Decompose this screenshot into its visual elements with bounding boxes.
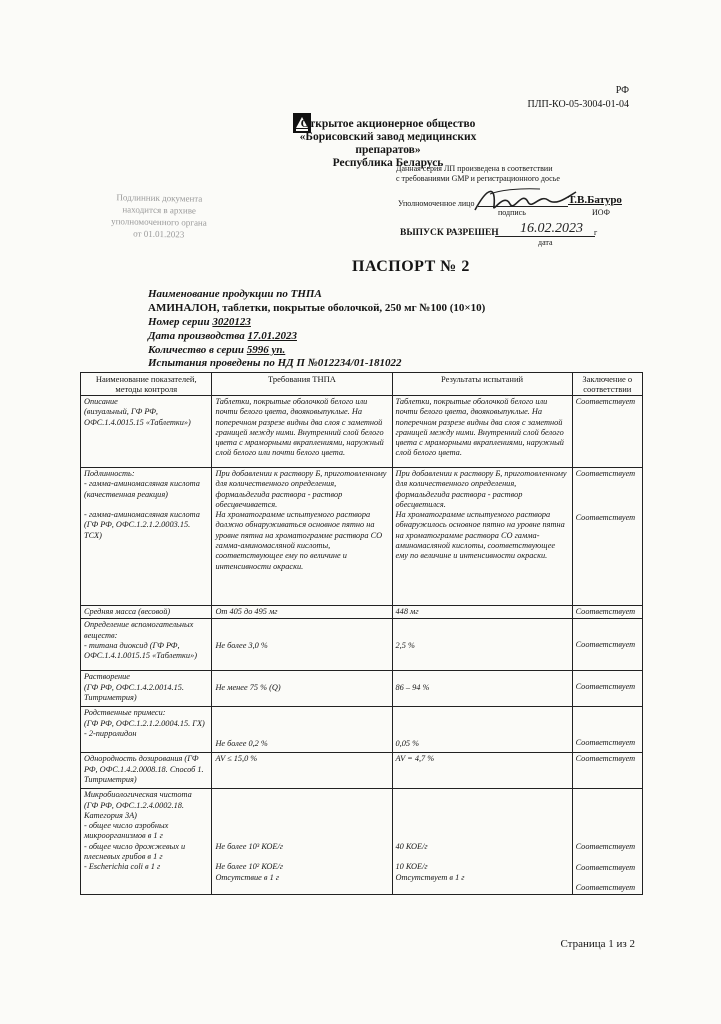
result-cell: 40 КОЕ/г 10 КОЕ/г Отсутствует в 1 г (392, 789, 572, 895)
requirement-cell: При добавлении к раствору Б, приготовленному для количественного определения, формальдегида раствора - раствор обесцвечивается. На хроматограмме испытуемого раствора должно обнаруживаться основное пятно на уровне пятна на хроматограмме раствора СО гамма-аминомасляной кислоты, соответствующее ему по величине и интенсивности окраски. (212, 468, 392, 606)
conclusion-cell (572, 707, 642, 753)
result-cell: 0,05 % (392, 707, 572, 753)
requirement-cell: AV ≤ 15,0 % (212, 753, 392, 789)
table-row (81, 707, 643, 753)
conclusion-cell (572, 789, 642, 895)
tests-row: Испытания проведены по НД П №012234/01-181022 (148, 357, 402, 369)
conclusion-value: Соответствует (575, 607, 636, 616)
org-line3: Республика Беларусь (332, 157, 444, 169)
release-date: 16.02.2023 (520, 221, 583, 236)
table-row (81, 619, 643, 671)
table-row (81, 468, 643, 606)
requirement-cell: Таблетки, покрытые оболочкой белого или почти белого цвета, двояковыпуклые. На поперечном разрезе видны два слоя с заметной границей между ними. Внутренний слой белого цвета с мраморными вкраплениями, наружный слой белого или почти белого цвета. (212, 396, 392, 468)
conclusion-value: Соответствует (575, 754, 636, 764)
table-row (81, 606, 643, 619)
org-line1: Открытое акционерное общество (300, 118, 476, 130)
org-line2: «Борисовский завод медицинских препаратов» (299, 131, 477, 156)
result-cell: При добавлении к раствору Б, приготовленному для количественного определения, формальдегида раствора - раствор обесцветился. На хроматограмме испытуемого раствора обнаружилось основное пятно на уровне пятна на хроматограмме раствора СО гамма-аминомасляной кислоты, соответствующее ему по величине и интенсивности окраски. (392, 468, 572, 606)
product-label: Наименование продукции по ТНПА (148, 288, 322, 300)
param-cell: Средняя масса (весовой) (81, 606, 212, 619)
release-label: ВЫПУСК РАЗРЕШЕН (400, 228, 499, 238)
param-cell: Родственные примеси: (ГФ РФ, ОФС.1.2.1.2.0004.15. ГХ) - 2-пирролидон (81, 707, 212, 753)
conclusion-value: Соответствует (575, 640, 636, 650)
archive-stamp: Подлинник документа находится в архиве уполномоченного органа от 01.01.2023 (111, 192, 207, 240)
table-row (81, 671, 643, 707)
page-number: Страница 1 из 2 (560, 938, 635, 950)
requirement-cell: Не более 0,2 % (212, 707, 392, 753)
series-row: Номер серии 3020123 (148, 316, 251, 328)
result-cell: AV = 4,7 % (392, 753, 572, 789)
table-row (81, 789, 643, 895)
conclusion-value: Соответствует (575, 738, 636, 748)
conclusion-cell (572, 468, 642, 606)
results-table (80, 372, 643, 895)
header-requirements: Требования ТНПА (212, 373, 392, 396)
quantity-row: Количество в серии 5996 уп. (148, 344, 286, 356)
authorized-label: Уполномоченное лицо (398, 199, 475, 208)
requirement-cell: Не менее 75 % (Q) (212, 671, 392, 707)
result-cell: 2,5 % (392, 619, 572, 671)
table-row (81, 396, 643, 468)
conclusion-cell (572, 619, 642, 671)
conclusion-value: Соответствует (575, 842, 636, 852)
table-header-row (81, 373, 643, 396)
param-cell: Однородность дозирования (ГФ РФ, ОФС.1.4.2.0008.18. Способ 1. Титриметрия) (81, 753, 212, 789)
organization-block (268, 118, 508, 170)
requirement-cell: Не более 3,0 % (212, 619, 392, 671)
doc-code: ПЛП-КО-05-3004-01-04 (527, 99, 629, 110)
table-row (81, 753, 643, 789)
result-cell: 86 – 94 % (392, 671, 572, 707)
conclusion-cell (572, 753, 642, 789)
conclusion-value: Соответствует (575, 682, 636, 692)
signature-caption: подпись (498, 208, 526, 217)
conclusion-value: Соответствует (575, 469, 636, 478)
quantity: 5996 уп. (246, 344, 286, 356)
requirement-cell: От 405 до 495 мг (212, 606, 392, 619)
result-cell: Таблетки, покрытые оболочкой белого или почти белого цвета, двояковыпуклые. На поперечном разрезе видны два слоя с заметной границей между ними. Внутренний слой белого цвета с мраморными вкраплениями, наружный слой белого цвета. (392, 396, 572, 468)
conclusion-value: Соответствует (575, 882, 636, 892)
header-conclusion: Заключение о соответствии (572, 373, 642, 396)
requirement-cell: Не более 10³ КОЕ/г Не более 10² КОЕ/г Отсутствие в 1 г (212, 789, 392, 895)
param-cell: Определение вспомогательных веществ: - титана диоксид (ГФ РФ, ОФС.1.4.1.0015.15 «Таблетки») (81, 619, 212, 671)
param-cell: Подлинность: - гамма-аминомасляная кислота (качественная реакция) - гамма-аминомасляная кислота (ГФ РФ, ОФС.1.2.1.2.0003.15. ТСХ) (81, 468, 212, 606)
prod-date-row: Дата производства 17.01.2023 (148, 330, 297, 342)
date-caption: дата (538, 238, 553, 247)
conclusion-cell (572, 396, 642, 468)
tests-nd: №012234/01-181022 (307, 357, 402, 369)
conclusion-cell (572, 671, 642, 707)
country-code: РФ (615, 85, 629, 96)
gmp-note: Данная серия ЛП произведена в соответствии с требованиями GMP и регистрационного досье (396, 164, 560, 183)
result-cell: 448 мг (392, 606, 572, 619)
authorized-name: Т.В.Батуро (568, 194, 622, 206)
conclusion-value: Соответствует (575, 862, 636, 872)
param-cell: Растворение (ГФ РФ, ОФС.1.4.2.0014.15. Титриметрия) (81, 671, 212, 707)
conclusion-value: Соответствует (575, 397, 636, 406)
series-number: 3020123 (212, 316, 251, 328)
conclusion-cell (572, 606, 642, 619)
production-date: 17.01.2023 (247, 330, 297, 342)
header-results: Результаты испытаний (392, 373, 572, 396)
page-title: ПАСПОРТ № 2 (352, 258, 470, 275)
conclusion-value: Соответствует (575, 513, 636, 523)
param-cell: Микробиологическая чистота (ГФ РФ, ОФС.1.2.4.0002.18. Категория 3А) - общее число аэробных микроорганизмов в 1 г - общее число дрожжевых и плесневых грибов в 1 г - Escherichia coli в 1 г (81, 789, 212, 895)
year-suffix: г (594, 228, 598, 237)
product-name: АМИНАЛОН, таблетки, покрытые оболочкой, 250 мг №100 (10×10) (148, 302, 486, 314)
header-param: Наименование показателей, методы контроля (81, 373, 212, 396)
param-cell: Описание (визуальный, ГФ РФ, ОФС.1.4.0015.15 «Таблетки») (81, 396, 212, 468)
name-caption: ИОФ (592, 208, 610, 217)
